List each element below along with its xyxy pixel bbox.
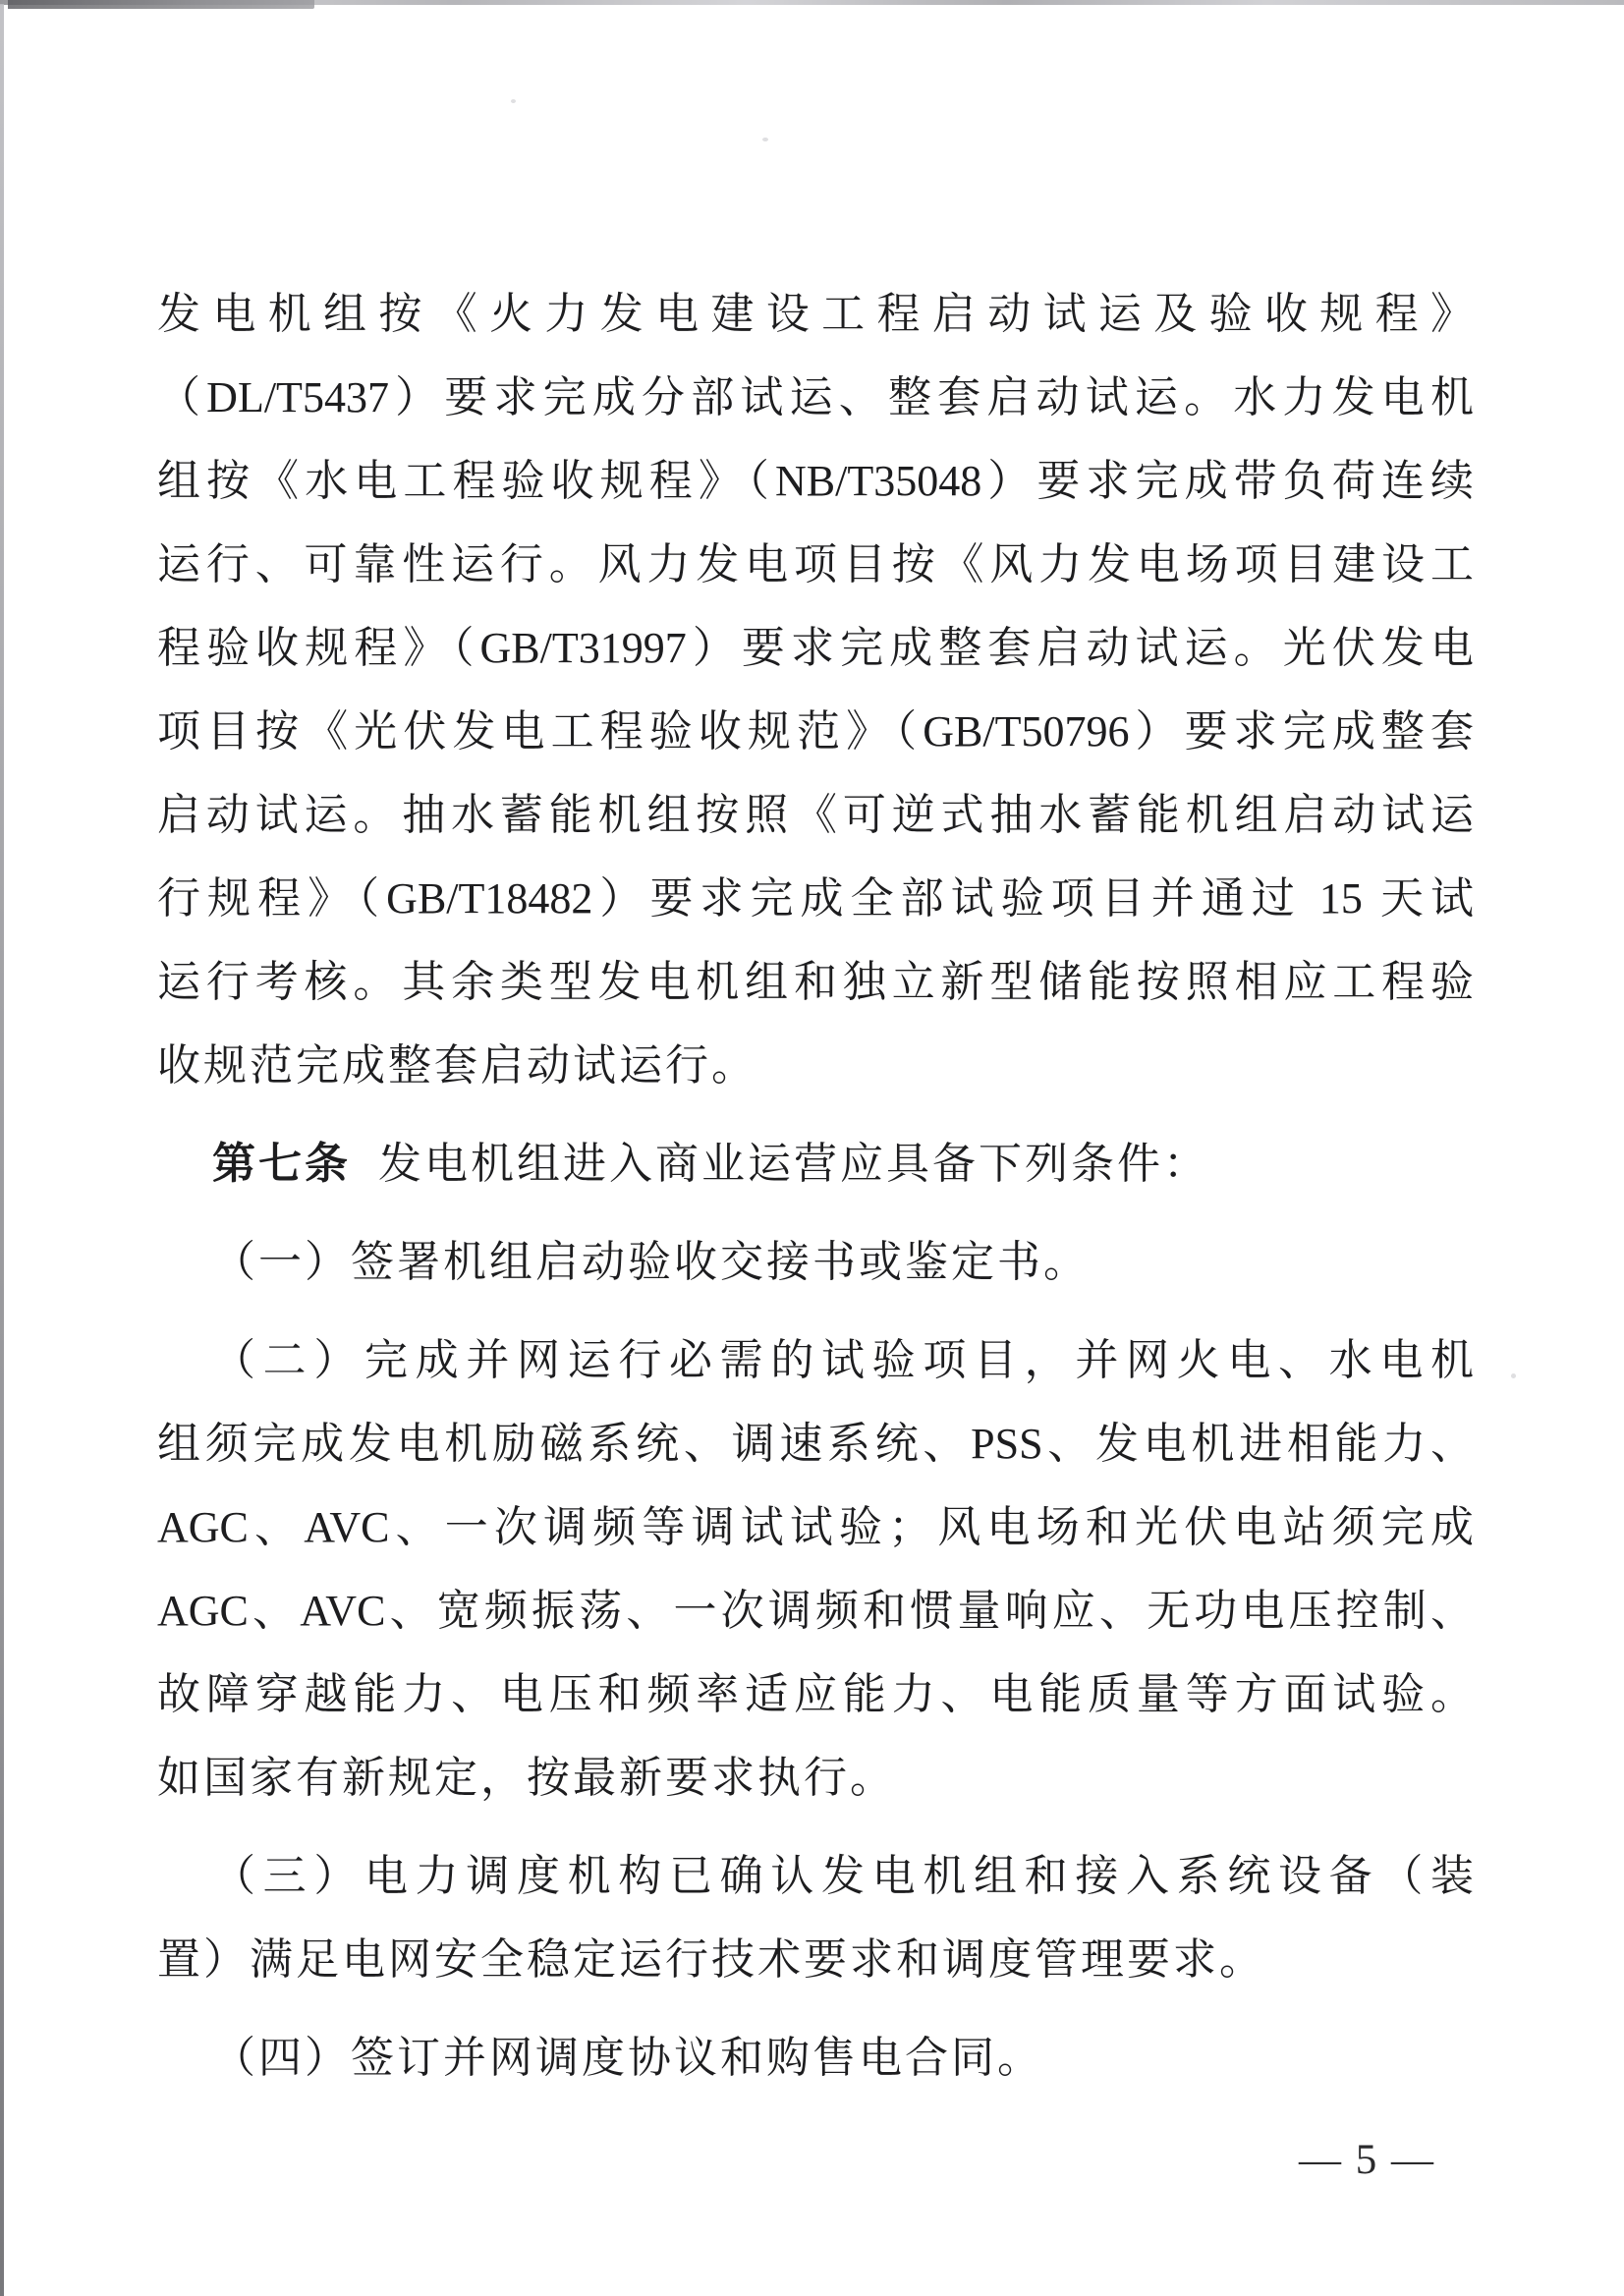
text-line: 置）满足电网安全稳定运行技术要求和调度管理要求。: [157, 1935, 1265, 1984]
paragraph-item-3: [157, 1834, 1474, 2001]
scan-edge-left: [0, 4, 4, 2296]
scan-edge-top-dark-strip: [8, 0, 314, 9]
text-line: （一）签署机组启动验收交接书或鉴定书。: [212, 1238, 1090, 1286]
text-line: 行规程》（GB/T18482）要求完成全部试验项目并通过 15 天试: [157, 874, 1474, 923]
text-line: 故障穿越能力、电压和频率适应能力、电能质量等方面试验。: [157, 1670, 1474, 1718]
paragraph-article-7: [157, 1122, 1474, 1205]
text-line: 启动试运。抽水蓄能机组按照《可逆式抽水蓄能机组启动试运: [157, 791, 1474, 839]
scan-speckle: [762, 138, 768, 141]
scan-speckle: [511, 99, 516, 103]
text-line: 运行、可靠性运行。风力发电项目按《风力发电场项目建设工: [157, 540, 1474, 588]
page-number: — 5 —: [1299, 2137, 1435, 2183]
paragraph-item-4: [157, 2016, 1474, 2100]
text-line: （二）完成并网运行必需的试验项目，并网火电、水电机: [212, 1336, 1474, 1384]
paragraph-item-1: [157, 1220, 1474, 1304]
text-line: 发电机组按《火力发电建设工程启动试运及验收规程》: [157, 290, 1474, 338]
document-body: [157, 272, 1474, 2114]
text-line: 项目按《光伏发电工程验收规范》（GB/T50796）要求完成整套: [157, 707, 1474, 756]
text-line: AGC、AVC、一次调频等调试试验；风电场和光伏电站须完成: [157, 1503, 1474, 1551]
text-line: （DL/T5437）要求完成分部试运、整套启动试运。水力发电机: [157, 373, 1474, 421]
text-line: 组须完成发电机励磁系统、调速系统、PSS、发电机进相能力、: [157, 1420, 1474, 1468]
text-line: AGC、AVC、宽频振荡、一次调频和惯量响应、无功电压控制、: [157, 1587, 1474, 1635]
paragraph-item-2: [157, 1318, 1474, 1820]
text-line: 收规范完成整套启动试运行。: [157, 1041, 757, 1090]
paragraph-continuation: [157, 272, 1474, 1107]
text-line: 组按《水电工程验收规程》（NB/T35048）要求完成带负荷连续: [157, 457, 1474, 505]
scan-speckle: [1511, 1373, 1516, 1378]
text-line: （四）签订并网调度协议和购售电合同。: [212, 2034, 1043, 2082]
article-number: 第七条: [212, 1140, 351, 1188]
text-line: （三）电力调度机构已确认发电机组和接入系统设备（装: [212, 1852, 1474, 1900]
text-line: 如国家有新规定，按最新要求执行。: [157, 1754, 896, 1802]
article-heading-text: 发电机组进入商业运营应具备下列条件：: [378, 1140, 1209, 1188]
text-line: 程验收规程》（GB/T31997）要求完成整套启动试运。光伏发电: [157, 624, 1474, 672]
text-line: 运行考核。其余类型发电机组和独立新型储能按照相应工程验: [157, 958, 1474, 1006]
article-heading-line: [157, 1122, 1474, 1205]
